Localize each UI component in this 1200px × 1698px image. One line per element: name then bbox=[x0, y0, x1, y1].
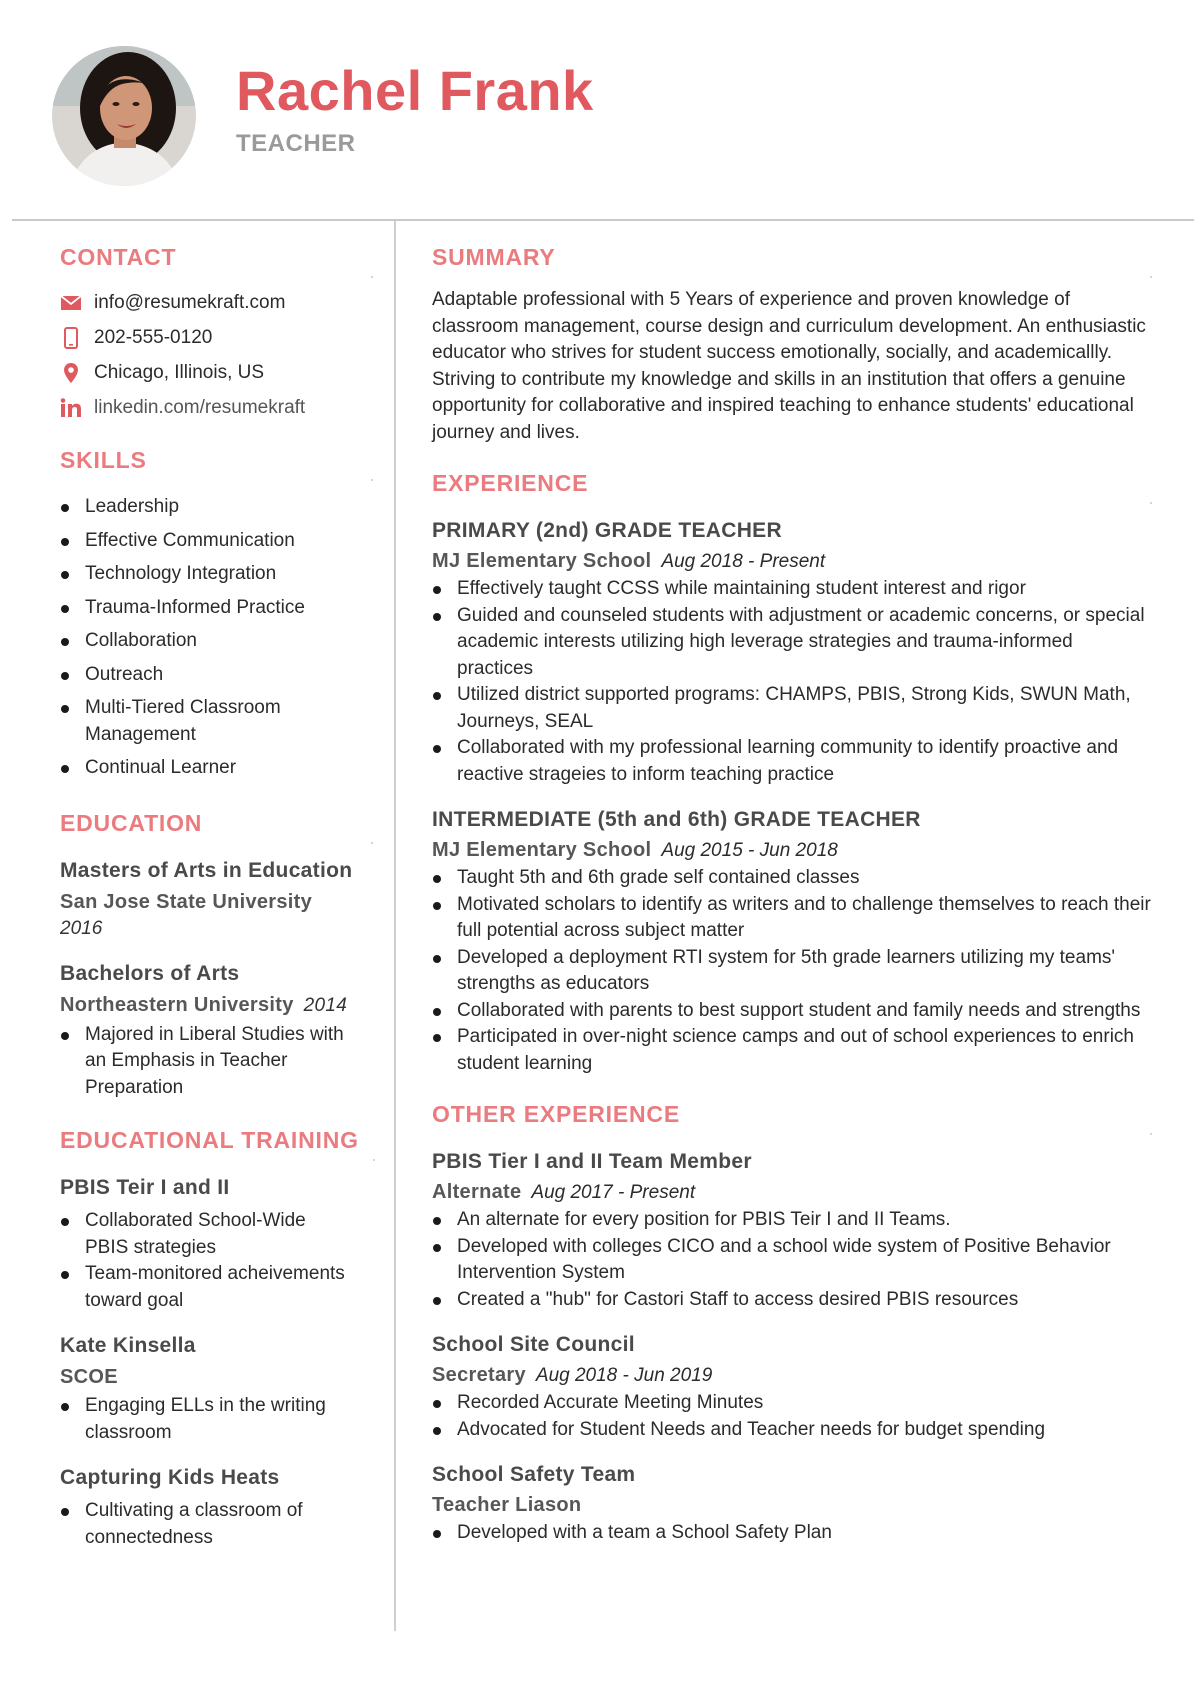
list-item: Engaging ELLs in the writing classroom bbox=[60, 1393, 350, 1446]
job-entry bbox=[432, 808, 1152, 1077]
resume-header bbox=[0, 0, 1200, 220]
education-heading: EDUCATION bbox=[60, 810, 365, 849]
contact-list bbox=[60, 285, 365, 425]
list-item: Collaborated with my professional learning community to identify proactive and reactive strageies to inform teaching practice bbox=[432, 735, 1152, 788]
training-entry bbox=[60, 1176, 365, 1314]
experience-heading: EXPERIENCE bbox=[432, 470, 1152, 509]
school-name: Northeastern University 2014 bbox=[60, 993, 348, 1016]
job-entry bbox=[432, 519, 1152, 788]
list-item: Effectively taught CCSS while maintaining student interest and rigor bbox=[432, 576, 1152, 603]
list-item: Majored in Liberal Studies with an Emphasis in Teacher Preparation bbox=[60, 1022, 360, 1102]
training-org: SCOE bbox=[60, 1366, 118, 1388]
list-item: Developed with colleges CICO and a school wide system of Positive Behavior Intervention System bbox=[432, 1234, 1152, 1287]
list-item: Developed with a team a School Safety Plan bbox=[432, 1520, 1152, 1547]
training-details bbox=[60, 1393, 365, 1446]
skills-heading: SKILLS bbox=[60, 447, 365, 486]
job-title: School Safety Team bbox=[432, 1463, 636, 1486]
job-date: Aug 2018 - Present bbox=[661, 551, 826, 572]
training-details bbox=[60, 1498, 365, 1551]
job-entry bbox=[432, 1333, 1152, 1443]
list-item: Guided and counseled students with adjustment or academic concerns, or special academic interests utilizing high leverage strategies and trauma-informed practices bbox=[432, 603, 1152, 683]
list-item: Developed a deployment RTI system for 5th grade learners utilizing my teams' strengths as educators bbox=[432, 945, 1152, 998]
degree-name: Masters of Arts in Education bbox=[60, 858, 353, 882]
job-date: Aug 2018 - Jun 2019 bbox=[535, 1365, 713, 1386]
job-date: Aug 2017 - Present bbox=[531, 1182, 696, 1203]
contact-phone[interactable]: 202-555-0120 bbox=[60, 320, 365, 355]
job-bullets bbox=[432, 1390, 1152, 1443]
school-name: San Jose State University bbox=[60, 890, 313, 913]
phone-icon bbox=[60, 327, 82, 349]
job-title: INTERMEDIATE (5th and 6th) GRADE TEACHER bbox=[432, 808, 921, 831]
job-org: Teacher Liason bbox=[432, 1494, 582, 1516]
right-column bbox=[432, 244, 1152, 1547]
header-divider bbox=[12, 219, 1194, 221]
job-bullets bbox=[432, 576, 1152, 788]
summary-text: Adaptable professional with 5 Years of experience and proven knowledge of classroom management, course design and curriculum development. An enthusiastic educator who strives for student success emotionally, socially, and academicallly. Striving to contribute my knowledge and skills in an institution that offers a genuine opportunity for collaborative and inspired teaching to enhance students' educational journey and lives. bbox=[432, 289, 1146, 443]
job-date: Aug 2015 - Jun 2018 bbox=[661, 840, 838, 861]
list-item: Continual Learner bbox=[60, 755, 365, 782]
list-item: Cultivating a classroom of connectedness bbox=[60, 1498, 320, 1551]
job-org: MJ Elementary School Aug 2015 - Jun 2018 bbox=[432, 839, 838, 861]
degree-name: Bachelors of Arts bbox=[60, 961, 240, 985]
candidate-title: TEACHER bbox=[236, 130, 356, 157]
list-item: Recorded Accurate Meeting Minutes bbox=[432, 1390, 1152, 1417]
list-item: Advocated for Student Needs and Teacher needs for budget spending bbox=[432, 1417, 1152, 1444]
job-title: PBIS Tier I and II Team Member bbox=[432, 1150, 752, 1173]
list-item: Taught 5th and 6th grade self contained classes bbox=[432, 865, 1152, 892]
training-title: Capturing Kids Heats bbox=[60, 1466, 280, 1489]
list-item: Trauma-Informed Practice bbox=[60, 595, 365, 622]
education-entry bbox=[60, 962, 365, 1102]
graduation-year: 2016 bbox=[60, 917, 103, 939]
training-entry bbox=[60, 1334, 365, 1446]
summary-heading: SUMMARY bbox=[432, 244, 1152, 283]
list-item: Effective Communication bbox=[60, 528, 365, 555]
job-bullets bbox=[432, 865, 1152, 1077]
list-item: Created a "hub" for Castori Staff to access desired PBIS resources bbox=[432, 1287, 1152, 1314]
job-title: School Site Council bbox=[432, 1333, 635, 1356]
list-item: Leadership bbox=[60, 494, 365, 521]
job-entry bbox=[432, 1150, 1152, 1313]
candidate-name: Rachel Frank bbox=[236, 59, 594, 122]
other-experience-heading: OTHER EXPERIENCE bbox=[432, 1101, 1152, 1140]
list-item: Collaboration bbox=[60, 628, 365, 655]
skills-list bbox=[60, 494, 365, 782]
list-item: Motivated scholars to identify as writers and to challenge themselves to reach their full potential across subject matter bbox=[432, 892, 1152, 945]
location-pin-icon bbox=[60, 362, 82, 384]
job-bullets bbox=[432, 1207, 1152, 1313]
contact-location: Chicago, Illinois, US bbox=[60, 355, 365, 390]
job-entry bbox=[432, 1463, 1152, 1547]
list-item: Participated in over-night science camps and out of school experiences to enrich student learning bbox=[432, 1024, 1152, 1077]
contact-linkedin[interactable]: linkedin.com/resumekraft bbox=[60, 390, 365, 425]
training-title: PBIS Teir I and II bbox=[60, 1176, 230, 1199]
training-title: Kate Kinsella bbox=[60, 1334, 196, 1357]
list-item: Collaborated with parents to best support student and family needs and strengths bbox=[432, 998, 1152, 1025]
education-entry bbox=[60, 859, 365, 940]
list-item: Team-monitored acheivements toward goal bbox=[60, 1261, 360, 1314]
email-icon bbox=[60, 292, 82, 314]
left-column bbox=[60, 244, 365, 1551]
list-item: An alternate for every position for PBIS Teir I and II Teams. bbox=[432, 1207, 1152, 1234]
education-details bbox=[60, 1022, 360, 1102]
job-bullets bbox=[432, 1520, 1152, 1547]
contact-email[interactable]: info@resumekraft.com bbox=[60, 285, 365, 320]
contact-heading: CONTACT bbox=[60, 244, 365, 283]
list-item: Multi-Tiered Classroom Management bbox=[60, 695, 300, 748]
training-entry bbox=[60, 1466, 365, 1551]
profile-photo bbox=[52, 46, 196, 186]
job-title: PRIMARY (2nd) GRADE TEACHER bbox=[432, 519, 782, 542]
column-divider bbox=[394, 221, 396, 1631]
list-item: Utilized district supported programs: CHAMPS, PBIS, Strong Kids, SWUN Math, Journeys, SEAL bbox=[432, 682, 1152, 735]
training-heading: EDUCATIONAL TRAINING bbox=[60, 1127, 365, 1166]
training-details bbox=[60, 1208, 365, 1314]
list-item: Outreach bbox=[60, 662, 365, 689]
linkedin-icon bbox=[60, 397, 82, 419]
list-item: Technology Integration bbox=[60, 561, 365, 588]
job-org: Secretary Aug 2018 - Jun 2019 bbox=[432, 1364, 713, 1386]
list-item: Collaborated School-Wide PBIS strategies bbox=[60, 1208, 340, 1261]
job-org: MJ Elementary School Aug 2018 - Present bbox=[432, 550, 826, 572]
job-org: Alternate Aug 2017 - Present bbox=[432, 1181, 696, 1203]
graduation-year: 2014 bbox=[303, 994, 348, 1016]
